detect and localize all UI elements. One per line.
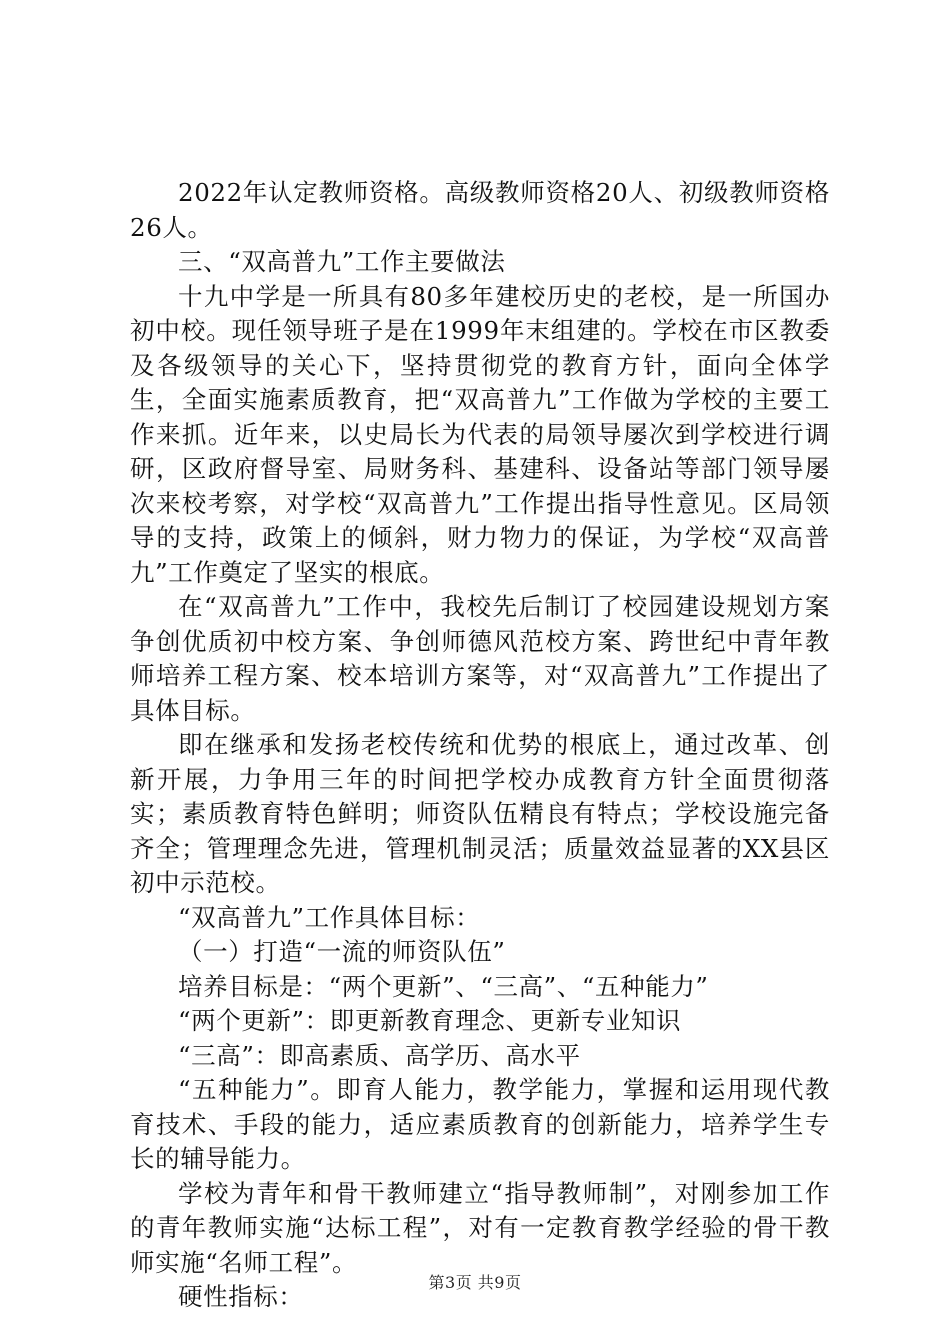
paragraph-mentor-system: 学校为青年和骨干教师建立“指导教师制”，对刚参加工作的青年教师实施“达标工程”，对有一定教育教学经验的骨干教师实施“名师工程”。: [130, 1178, 830, 1277]
document-body: [130, 176, 830, 1315]
paragraph-three-highs: “三高”：即高素质、高学历、高水平: [178, 1040, 581, 1070]
paragraph-five-abilities: “五种能力”。即育人能力，教学能力，掌握和运用现代教育技术、手段的能力，适应素质教育的创新能力，培养学生专长的辅导能力。: [130, 1075, 830, 1173]
paragraph-training-targets: 培养目标是：“两个更新”、“三高”、“五种能力”: [178, 971, 709, 1001]
subheading-teacher-team: （一）打造“一流的师资队伍”: [178, 937, 506, 966]
section-heading-main-practices: 三、“双高普九”工作主要做法: [178, 247, 506, 276]
page-number: 第3页 共9页: [428, 1273, 522, 1292]
paragraph-goals: 即在继承和发扬老校传统和优势的根底上，通过改革、创新开展，力争用三年的时间把学校办成教育方针全面贯彻落实；素质教育特色鲜明；师资队伍精良有特点；学校设施完备齐全；管理理念先进，管理机制灵活；质量效益显著的XX县区初中示范校。: [130, 730, 830, 897]
paragraph-teacher-qualifications: 2022年认定教师资格。高级教师资格20人、初级教师资格26人。: [130, 178, 830, 242]
subheading-specific-goals: “双高普九”工作具体目标：: [178, 902, 481, 932]
paragraph-hard-indicators: 硬性指标：: [178, 1282, 304, 1311]
paragraph-school-history: 十九中学是一所具有80多年建校历史的老校，是一所国办初中校。现任领导班子是在1999年末组建的。学校在市区教委及各级领导的关心下，坚持贯彻党的教育方针，面向全体学生，全面实施素质教育，把“双高普九”工作做为学校的主要工作来抓。近年来，以史局长为代表的局领导屡次到学校进行调研，区政府督导室、局财务科、基建科、设备站等部门领导屡次来校考察，对学校“双高普九”工作提出指导性意见。区局领导的支持，政策上的倾斜，财力物力的保证，为学校“双高普九”工作奠定了坚实的根底。: [130, 281, 830, 587]
paragraph-plans: 在“双高普九”工作中，我校先后制订了校园建设规划方案争创优质初中校方案、争创师德风范校方案、跨世纪中青年教师培养工程方案、校本培训方案等，对“双高普九”工作提出了具体目标。: [130, 592, 830, 725]
paragraph-two-updates: “两个更新”：即更新教育理念、更新专业知识: [178, 1006, 682, 1035]
